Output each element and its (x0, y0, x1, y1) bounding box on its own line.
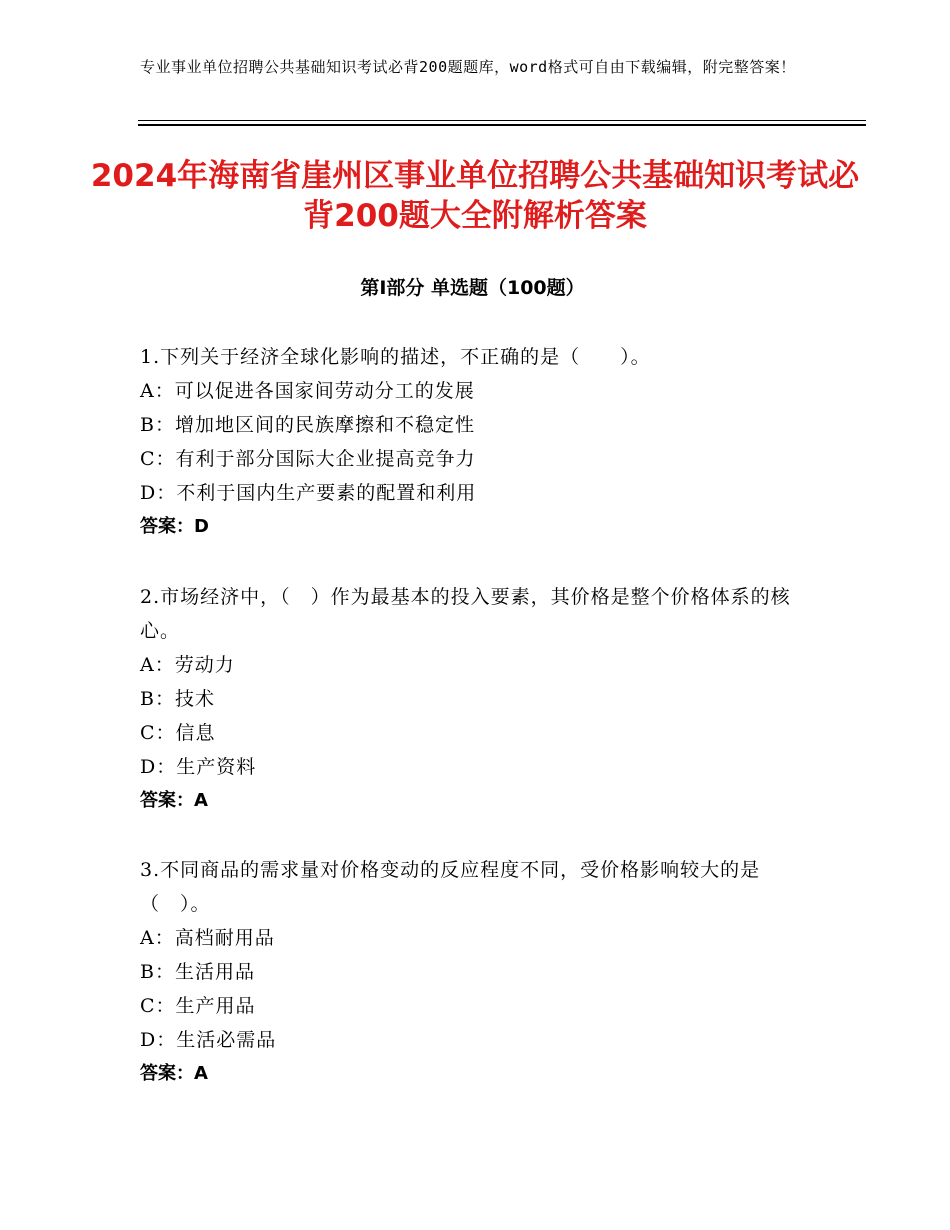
document-title: 2024年海南省崖州区事业单位招聘公共基础知识考试必背200题大全附解析答案 (90, 158, 860, 234)
option-c: C：生产用品 (140, 995, 256, 1017)
option-c: C：有利于部分国际大企业提高竞争力 (140, 448, 476, 470)
header-rule-thick (138, 124, 866, 126)
option-c: C：信息 (140, 722, 216, 744)
section-title: 第Ⅰ部分 单选题（100题） (360, 277, 585, 299)
option-a: A：高档耐用品 (140, 927, 275, 949)
option-d: D：不利于国内生产要素的配置和利用 (140, 482, 477, 504)
option-b: B：技术 (140, 688, 215, 710)
question-1 (140, 340, 810, 544)
option-b: B：生活用品 (140, 961, 255, 983)
question-3 (140, 853, 810, 1091)
question-stem: 3.不同商品的需求量对价格变动的反应程度不同，受价格影响较大的是（ ）。 (140, 859, 761, 915)
question-stem: 1.下列关于经济全球化影响的描述，不正确的是（ ）。 (140, 346, 651, 368)
question-stem: 2.市场经济中，（ ）作为最基本的投入要素，其价格是整个价格体系的核心。 (140, 586, 791, 642)
header-rule-thin (138, 120, 866, 121)
option-a: A：可以促进各国家间劳动分工的发展 (140, 380, 475, 402)
option-b: B：增加地区间的民族摩擦和不稳定性 (140, 414, 475, 436)
answer: 答案：A (140, 790, 208, 811)
option-d: D：生产资料 (140, 756, 257, 778)
answer: 答案：D (140, 516, 209, 537)
header-note: 专业事业单位招聘公共基础知识考试必背200题题库，word格式可自由下载编辑，附完整答案！ (140, 58, 796, 76)
question-2 (140, 580, 810, 818)
option-d: D：生活必需品 (140, 1029, 277, 1051)
option-a: A：劳动力 (140, 654, 235, 676)
answer: 答案：A (140, 1063, 208, 1084)
